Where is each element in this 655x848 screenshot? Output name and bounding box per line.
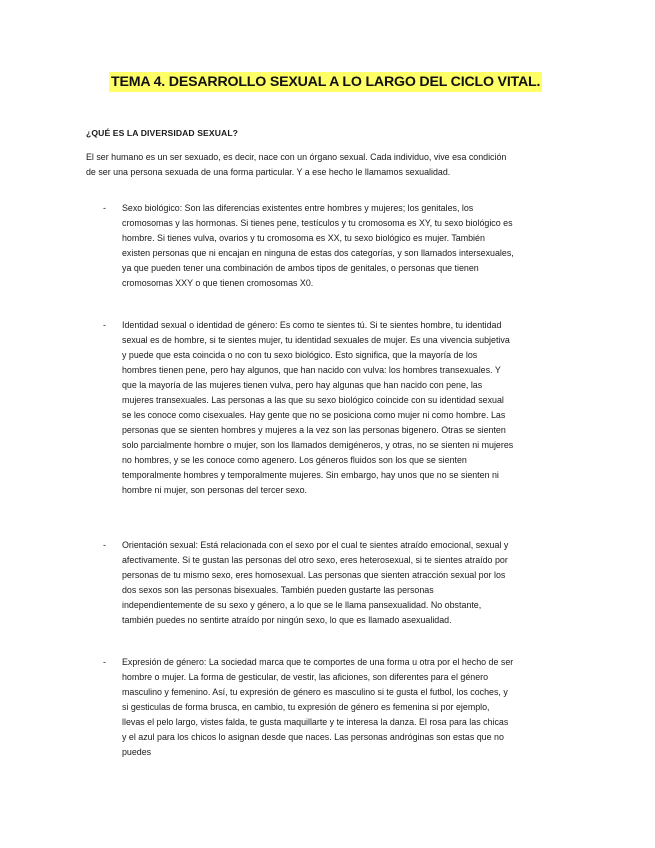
document-title: TEMA 4. DESARROLLO SEXUAL A LO LARGO DEL CICLO VITAL.	[111, 74, 541, 90]
bullet-marker: -	[103, 657, 106, 667]
bullet-marker: -	[103, 540, 106, 550]
bullet-marker: -	[103, 203, 106, 213]
bullet-identidad-sexual: Identidad sexual o identidad de género: Es como te sientes tú. Si te sientes hombre, tu identidad sexual es de hombre, si te sientes mujer, tu identidad sexuales de mujer. Es una vivencia subjetiva y puede que esta coincida o no con tu sexo biológico. Esto significa, que la mayoría de los hombres tienen pene, pero hay algunos, que han nacido con vulva: los hombres transexuales. Y que la mayoría de las mujeres tienen vulva, pero hay algunas que han nacido con pene, las mujeres transexuales. Las personas a las que su sexo biológico coincide con su identidad sexual se les conoce como cisexuales. Hay gente que no se posiciona como mujer ni como hombre. Las personas que se sienten hombres y mujeres a la vez son las personas bigenero. Otras se sienten solo parcialmente hombre o mujer, son los llamados demigéneros, y otras, no se sienten ni mujeres no hombres, y se les conoce como agenero. Los géneros fluidos son los que se sienten temporalmente hombres y temporalmente mujeres. Sin embargo, hay unos que no se sienten ni hombre ni mujer, son personas del tercer sexo.	[122, 320, 514, 495]
bullet-expresion-genero: Expresión de género: La sociedad marca que te comportes de una forma u otra por el hecho de ser hombre o mujer. La forma de gesticular, de vestir, las aficiones, son diferentes para el género masculino y femenino. Así, tu expresión de género es masculino si te gusta el futbol, los coches, y si gesticulas de forma brusca, en cambio, tu expresión de género es femenina si por ejemplo, llevas el pelo largo, vistes falda, te gusta maquillarte y te interesa la danza. El rosa para las chicas y el azul para los chicos lo asignan desde que naces. Las personas andróginas son estas que no puedes	[122, 657, 514, 757]
intro-paragraph: El ser humano es un ser sexuado, es decir, nace con un órgano sexual. Cada individuo, vive esa condición de ser una persona sexuada de una forma particular. Y a ese hecho le llamamos sexualidad.	[86, 152, 507, 177]
bullet-marker: -	[103, 320, 106, 330]
title-block	[109, 72, 542, 92]
bullet-orientacion-sexual: Orientación sexual: Está relacionada con el sexo por el cual te sientes atraído emocional, sexual y afectivamente. Si te gustan las personas del otro sexo, eres heterosexual, si te sientes atraído por personas de tu mismo sexo, eres homosexual. Las personas que sienten atracción sexual por los dos sexos son las personas bisexuales. También pueden gustarte las personas independientemente de su sexo y género, a lo que se le llama pansexualidad. No obstante, también puedes no sentirte atraído por ningún sexo, lo que es llamado asexualidad.	[122, 540, 509, 625]
bullet-sexo-biologico: Sexo biológico: Son las diferencias existentes entre hombres y mujeres; los genitales, los cromosomas y las hormonas. Si tienes pene, testículos y tu cromosoma es XY, tu sexo biológico es hombre. Si tienes vulva, ovarios y tu cromosoma es XX, tu sexo biológico es mujer. También existen personas que ni encajan en ninguna de estas dos categorías, y son llamados intersexuales, ya que pueden tener una combinación de ambos tipos de genitales, o personas que tienen cromosomas XXY o que tienen cromosomas X0.	[122, 203, 514, 288]
section-heading: ¿QUÉ ES LA DIVERSIDAD SEXUAL?	[86, 128, 239, 138]
